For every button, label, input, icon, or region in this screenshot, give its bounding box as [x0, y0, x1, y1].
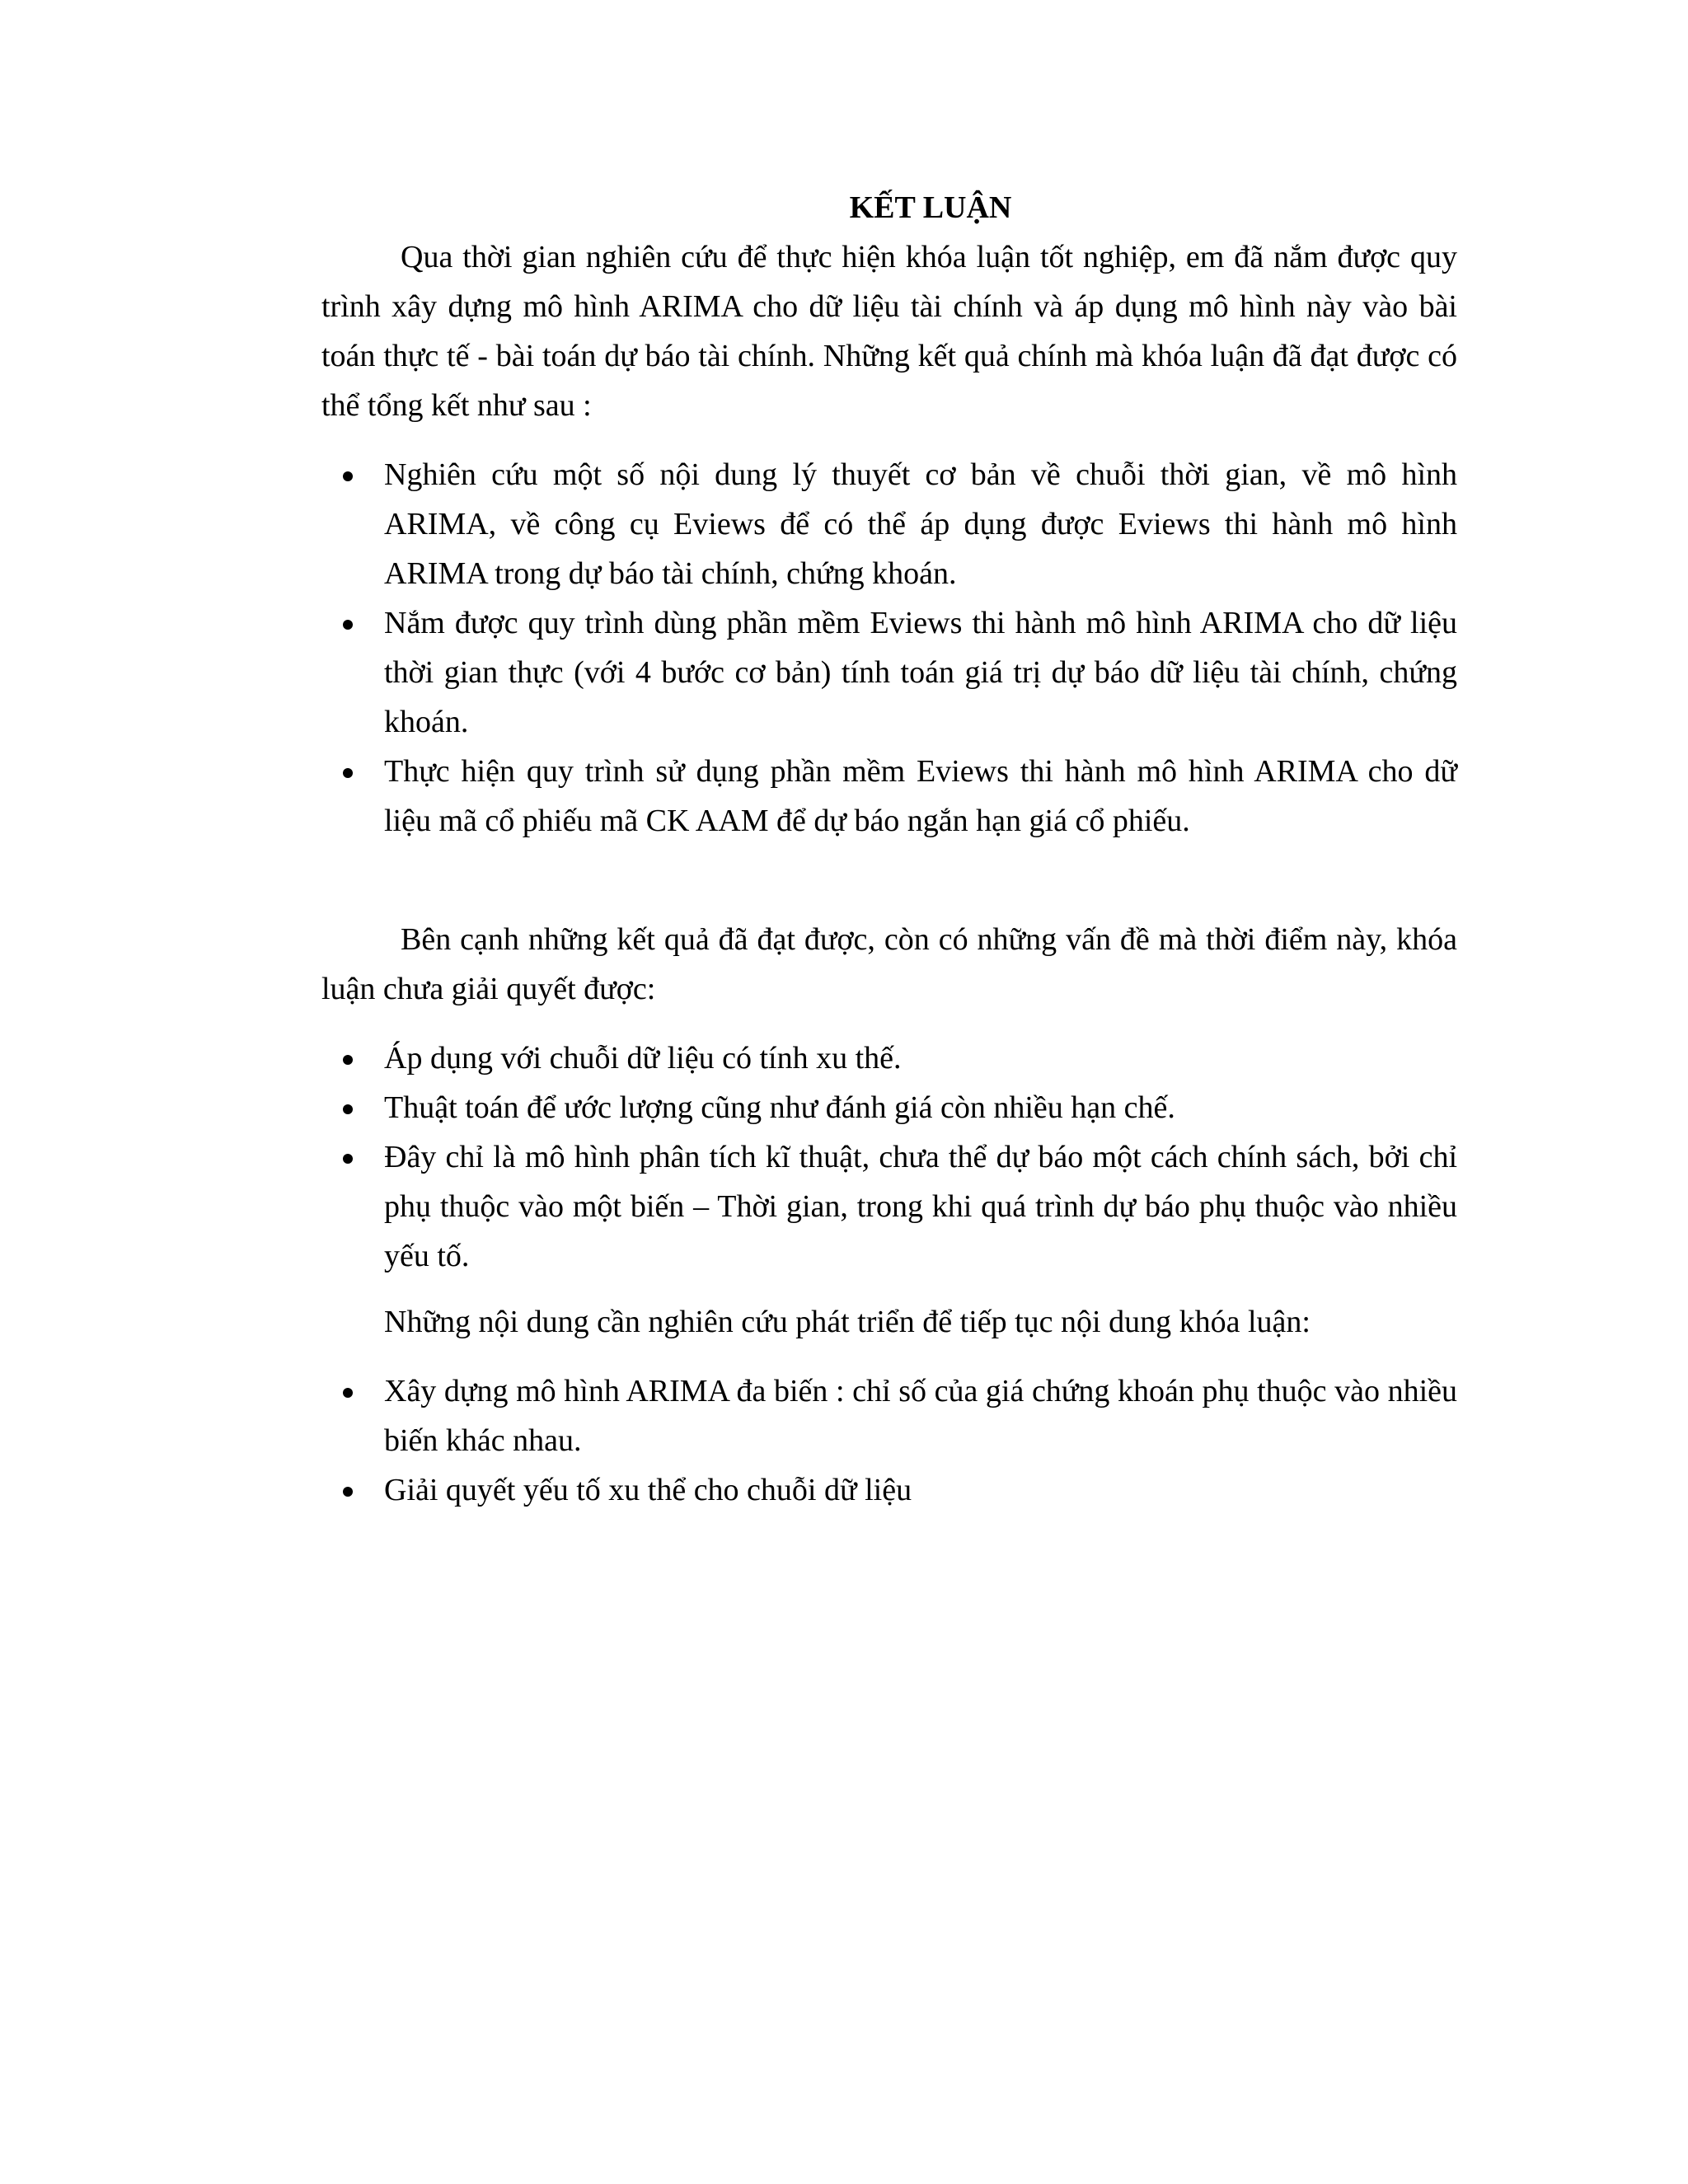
list-item-text: Thuật toán để ước lượng cũng như đánh giá còn nhiều hạn chế. [384, 1090, 1175, 1125]
document-body [321, 183, 1457, 1515]
list-item [321, 747, 1457, 846]
limitations-list [321, 1033, 1457, 1281]
list-item [321, 1366, 1457, 1465]
bullet-icon [343, 471, 353, 481]
bullet-icon [343, 768, 353, 778]
bullet-icon [343, 1154, 353, 1164]
list-item [321, 1083, 1457, 1132]
list-item-text: Xây dựng mô hình ARIMA đa biến : chỉ số của giá chứng khoán phụ thuộc vào nhiều biến khác nhau. [384, 1374, 1457, 1458]
list-item-text: Thực hiện quy trình sử dụng phần mềm Eviews thi hành mô hình ARIMA cho dữ liệu mã cổ phiếu mã CK AAM để dự báo ngắn hạn giá cổ phiếu. [384, 754, 1457, 838]
list-item [321, 1033, 1457, 1083]
results-list [321, 450, 1457, 846]
bullet-icon [343, 1388, 353, 1398]
page-title: KẾT LUẬN [849, 190, 1012, 225]
future-work-paragraph: Những nội dung cần nghiên cứu phát triển để tiếp tục nội dung khóa luận: [384, 1305, 1311, 1339]
list-item [321, 1132, 1457, 1281]
future-work-list [321, 1366, 1457, 1515]
bullet-icon [343, 1055, 353, 1065]
bullet-icon [343, 1104, 353, 1114]
list-item [321, 1465, 1457, 1515]
bullet-icon [343, 620, 353, 630]
list-item-text: Nắm được quy trình dùng phần mềm Eviews thi hành mô hình ARIMA cho dữ liệu thời gian thực (với 4 bước cơ bản) tính toán giá trị dự báo dữ liệu tài chính, chứng khoán. [384, 606, 1457, 739]
intro-paragraph: Qua thời gian nghiên cứu để thực hiện khóa luận tốt nghiệp, em đã nắm được quy trình xây dựng mô hình ARIMA cho dữ liệu tài chính và áp dụng mô hình này vào bài toán thực tế - bài toán dự báo tài chính. Những kết quả chính mà khóa luận đã đạt được có thể tổng kết như sau : [321, 240, 1457, 423]
list-item [321, 450, 1457, 598]
limitations-paragraph: Bên cạnh những kết quả đã đạt được, còn có những vấn đề mà thời điểm này, khóa luận chưa giải quyết được: [321, 922, 1457, 1006]
list-item-text: Áp dụng với chuỗi dữ liệu có tính xu thế. [384, 1041, 902, 1076]
bullet-icon [343, 1487, 353, 1497]
list-item-text: Nghiên cứu một số nội dung lý thuyết cơ bản về chuỗi thời gian, về mô hình ARIMA, về công cụ Eviews để có thể áp dụng được Eviews thi hành mô hình ARIMA trong dự báo tài chính, chứng khoán. [384, 457, 1457, 591]
list-item [321, 598, 1457, 747]
list-item-text: Đây chỉ là mô hình phân tích kĩ thuật, chưa thể dự báo một cách chính sách, bởi chỉ phụ thuộc vào một biến – Thời gian, trong khi quá trình dự báo phụ thuộc vào nhiều yếu tố. [384, 1140, 1457, 1273]
list-item-text: Giải quyết yếu tố xu thể cho chuỗi dữ liệu [384, 1473, 912, 1507]
